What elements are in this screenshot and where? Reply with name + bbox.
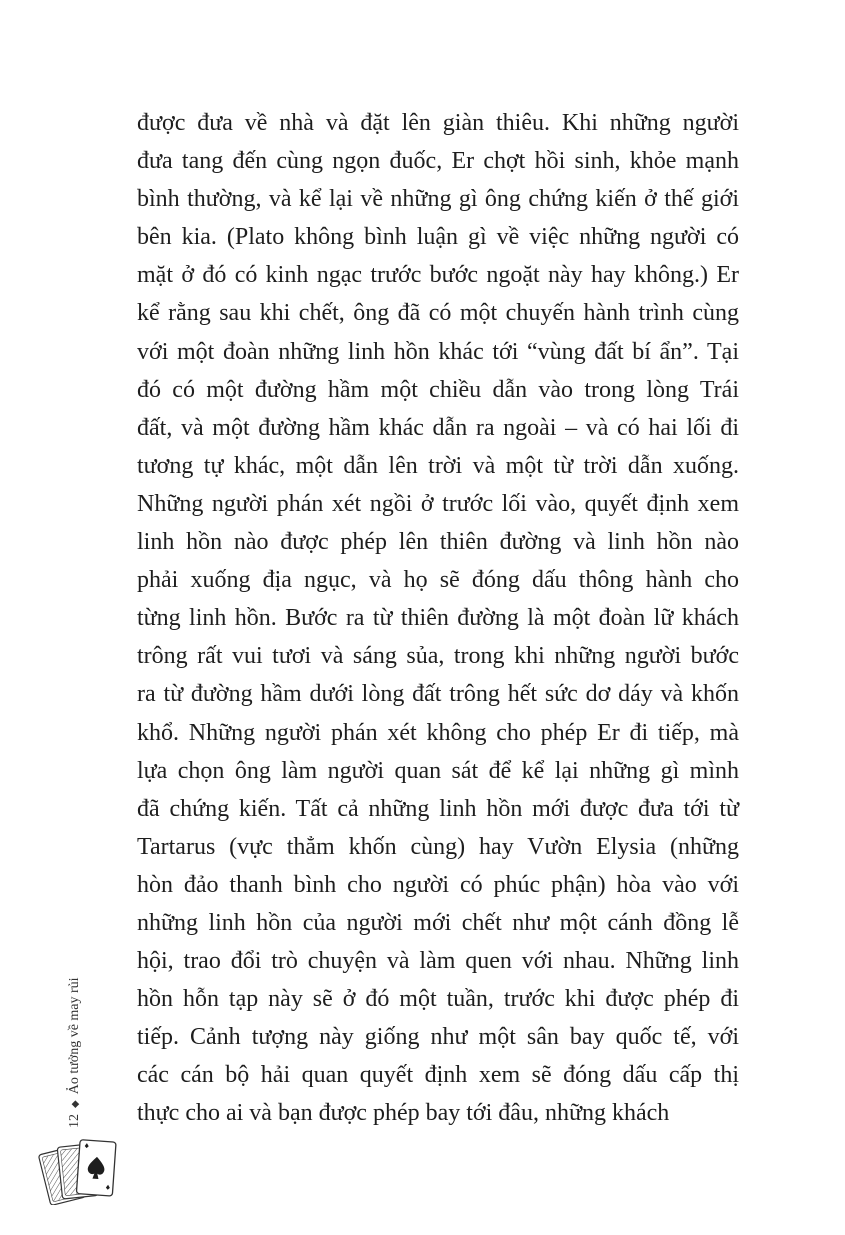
text-line: những linh hồn của người mới chết như một cánh đồng lễ: [137, 909, 739, 936]
text-line: thực cho ai và bạn được phép bay tới đâu, những khách: [137, 1100, 670, 1127]
playing-cards-icon: [36, 1135, 120, 1205]
text-line: kể rằng sau khi chết, ông đã có một chuyến hành trình cùng: [137, 300, 739, 327]
page-number: 12: [67, 1114, 82, 1128]
text-line: bên kia. (Plato không bình luận gì về việc những người có: [137, 224, 739, 251]
text-line: tiếp. Cảnh tượng này giống như một sân bay quốc tế, với: [137, 1024, 739, 1051]
text-line: Tartarus (vực thẳm khốn cùng) hay Vườn Elysia (những: [137, 833, 739, 860]
book-title: Ảo tưởng về may rủi: [67, 977, 82, 1095]
text-line: đã chứng kiến. Tất cả những linh hồn mới được đưa tới từ: [137, 795, 739, 822]
text-line: được đưa về nhà và đặt lên giàn thiêu. Khi những người: [137, 110, 739, 136]
text-line: hội, trao đổi trò chuyện và làm quen với nhau. Những linh: [137, 948, 739, 975]
text-line: trông rất vui tươi và sáng sủa, trong khi những người bước: [137, 643, 739, 670]
text-line: mặt ở đó có kinh ngạc trước bước ngoặt này hay không.) Er: [137, 262, 739, 289]
text-line: đưa tang đến cùng ngọn đuốc, Er chợt hồi sinh, khỏe mạnh: [137, 148, 739, 175]
text-line: bình thường, và kể lại về những gì ông chứng kiến ở thế giới: [137, 186, 739, 213]
text-line: các cán bộ hải quan quyết định xem sẽ đóng dấu cấp thị: [137, 1062, 739, 1089]
text-line: khổ. Những người phán xét không cho phép Er đi tiếp, mà: [137, 719, 739, 746]
diamond-separator-icon: ◆: [69, 1100, 81, 1108]
text-line: đất, và một đường hầm khác dẫn ra ngoài – và có hai lối đi: [137, 414, 739, 441]
text-line: với một đoàn những linh hồn khác tới “vùng đất bí ẩn”. Tại: [137, 338, 739, 365]
text-line: lựa chọn ông làm người quan sát để kể lại những gì mình: [137, 757, 739, 784]
running-footer: [67, 977, 83, 1128]
text-line: Những người phán xét ngồi ở trước lối vào, quyết định xem: [137, 490, 739, 517]
text-line: đó có một đường hầm một chiều dẫn vào trong lòng Trái: [137, 376, 739, 403]
text-line: linh hồn nào được phép lên thiên đường và linh hồn nào: [137, 529, 739, 556]
text-line: hòn đảo thanh bình cho người có phúc phận) hòa vào với: [137, 871, 739, 898]
text-line: hồn hỗn tạp này sẽ ở đó một tuần, trước khi được phép đi: [137, 986, 739, 1013]
text-line: tương tự khác, một dẫn lên trời và một từ trời dẫn xuống.: [137, 452, 739, 479]
body-text: [137, 104, 739, 1133]
spade-icon: [76, 1140, 116, 1196]
text-line: từng linh hồn. Bước ra từ thiên đường là một đoàn lữ khách: [137, 605, 739, 632]
text-line: ra từ đường hầm dưới lòng đất trông hết sức dơ dáy và khốn: [137, 681, 739, 708]
text-line: phải xuống địa ngục, và họ sẽ đóng dấu thông hành cho: [137, 567, 739, 594]
